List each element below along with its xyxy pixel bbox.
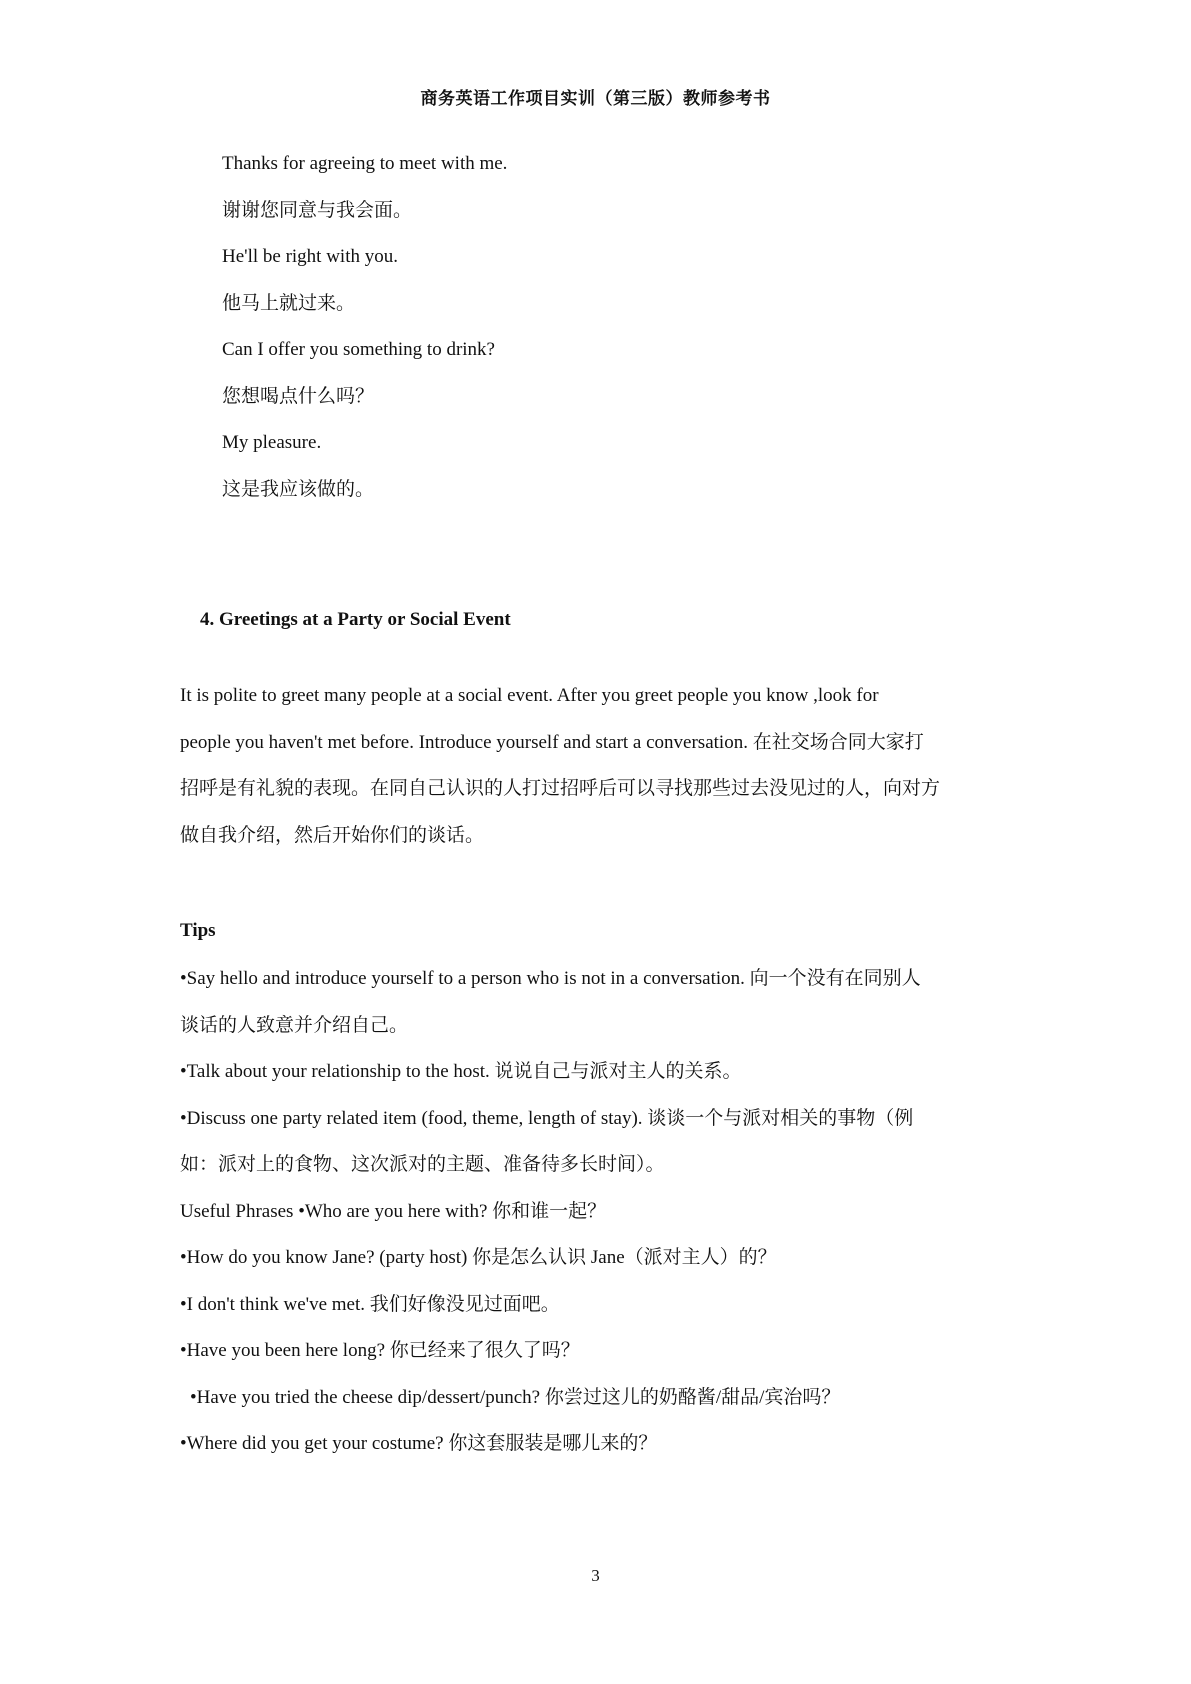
paragraph-line: people you haven't met before. Introduce yourself and start a conversation. 在社交场合同大家打 [180, 731, 924, 753]
page-number: 3 [591, 1566, 600, 1585]
dialogue-line: My pleasure. [222, 432, 322, 453]
section-intro-paragraph [180, 684, 1010, 870]
phrase-line: •Have you been here long? 你已经来了很久了吗？ [180, 1340, 580, 1361]
phrase-line: •Where did you get your costume? 你这套服装是哪儿来的？ [180, 1433, 658, 1454]
dialogue-block [222, 152, 1022, 524]
dialogue-line: He'll be right with you. [222, 246, 398, 267]
section-heading: 4. Greetings at a Party or Social Event [200, 609, 511, 630]
useful-phrases-line: Useful Phrases •Who are you here with? 你和谁一起？ [180, 1200, 607, 1222]
dialogue-line: 谢谢您同意与我会面。 [222, 199, 413, 221]
dialogue-line: 您想喝点什么吗？ [222, 385, 375, 407]
phrase-line: •Have you tried the cheese dip/dessert/punch? 你尝过这儿的奶酪酱/甜品/宾治吗？ [190, 1386, 841, 1408]
dialogue-line: Can I offer you something to drink? [222, 339, 495, 360]
tips-list [180, 967, 1010, 1479]
tips-heading: Tips [180, 920, 216, 941]
dialogue-line: 这是我应该做的。 [222, 478, 375, 500]
paragraph-line: It is polite to greet many people at a social event. After you greet people you know ,look for [180, 685, 879, 706]
dialogue-line: 他马上就过来。 [222, 292, 356, 314]
phrase-line: •How do you know Jane? (party host) 你是怎么认识 Jane（派对主人）的？ [180, 1247, 777, 1268]
paragraph-line: 做自我介绍，然后开始你们的谈话。 [180, 824, 485, 846]
dialogue-line: Thanks for agreeing to meet with me. [222, 153, 508, 174]
paragraph-line: 招呼是有礼貌的表现。在同自己认识的人打过招呼后可以寻找那些过去没见过的人，向对方 [180, 778, 941, 799]
tip-line: •Say hello and introduce yourself to a person who is not in a conversation. 向一个没有在同别人 [180, 968, 921, 989]
tip-line: 如：派对上的食物、这次派对的主题、准备待多长时间）。 [180, 1154, 665, 1175]
tip-line: •Discuss one party related item (food, theme, length of stay). 谈谈一个与派对相关的事物（例 [180, 1107, 914, 1129]
phrase-line: •I don't think we've met. 我们好像没见过面吧。 [180, 1293, 560, 1315]
tip-line: •Talk about your relationship to the host. 说说自己与派对主人的关系。 [180, 1061, 742, 1082]
page-header-title: 商务英语工作项目实训（第三版）教师参考书 [420, 89, 771, 108]
tip-line: 谈话的人致意并介绍自己。 [180, 1014, 409, 1036]
